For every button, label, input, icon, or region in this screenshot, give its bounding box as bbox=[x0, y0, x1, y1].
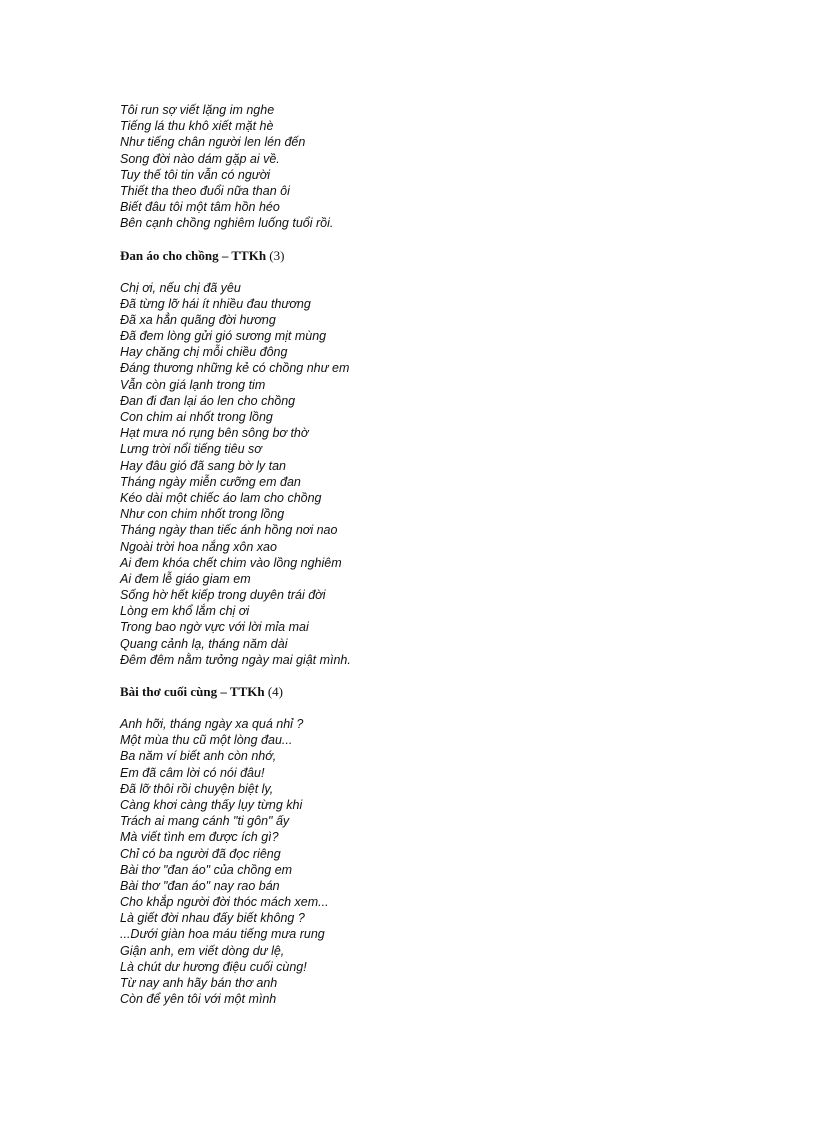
poem-line: ...Dưới giàn hoa máu tiếng mưa rung bbox=[120, 927, 325, 942]
section-title: Bài thơ cuối cùng – TTKh bbox=[120, 684, 265, 699]
poem-line: Sống hờ hết kiếp trong duyên trái đời bbox=[120, 588, 326, 603]
poem-line: Là giết đời nhau đấy biết không ? bbox=[120, 911, 305, 926]
poem-line: Như con chim nhốt trong lồng bbox=[120, 507, 285, 522]
poem-line: Lưng trời nổi tiếng tiêu sơ bbox=[120, 442, 262, 457]
poem-line: Bên cạnh chồng nghiêm luống tuổi rồi. bbox=[120, 216, 334, 231]
poem-line: Ai đem khóa chết chim vào lồng nghiêm bbox=[120, 555, 342, 570]
poem-line: Như tiếng chân người len lén đến bbox=[120, 135, 306, 150]
poem-line: Đã từng lỡ hái ít nhiều đau thương bbox=[120, 296, 311, 311]
poem-line: Đã đem lòng gửi gió sương mịt mùng bbox=[120, 329, 327, 344]
poem-line: Tháng ngày than tiếc ánh hồng nơi nao bbox=[120, 523, 338, 538]
poem-line: Lòng em khổ lắm chị ơi bbox=[120, 604, 250, 619]
poem-line: Đan đi đan lại áo len cho chồng bbox=[120, 393, 296, 408]
poem-line: Em đã câm lời có nói đâu! bbox=[120, 765, 265, 780]
poem-line: Hạt mưa nó rụng bên sông bơ thờ bbox=[120, 426, 309, 441]
poem-line: Chỉ có ba người đã đọc riêng bbox=[120, 846, 281, 861]
poem-line: Kéo dài một chiếc áo lam cho chồng bbox=[120, 490, 322, 505]
poem-line: Anh hỡi, tháng ngày xa quá nhỉ ? bbox=[120, 717, 304, 731]
poem-line: Ai đem lễ giáo giam em bbox=[120, 571, 251, 586]
poem-line: Bài thơ "đan áo" của chồng em bbox=[120, 862, 293, 877]
poem-line: Đáng thương những kẻ có chồng như em bbox=[120, 361, 350, 376]
poem-line: Từ nay anh hãy bán thơ anh bbox=[120, 976, 278, 990]
poem-line: Ngoài trời hoa nắng xôn xao bbox=[120, 539, 277, 554]
stanza-1 bbox=[120, 102, 740, 232]
section-number: (4) bbox=[267, 684, 284, 699]
poem-line: Đã lỡ thôi rồi chuyện biệt ly, bbox=[120, 781, 274, 796]
poem-page bbox=[120, 102, 740, 1007]
poem-line: Con chim ai nhốt trong lồng bbox=[120, 410, 273, 424]
poem-line: Một mùa thu cũ một lòng đau... bbox=[120, 733, 293, 748]
poem-line: Mà viết tình em được ích gì? bbox=[120, 830, 279, 845]
section-number: (3) bbox=[269, 247, 285, 263]
poem-line: Hay đâu gió đã sang bờ ly tan bbox=[120, 458, 286, 473]
poem-line: Còn để yên tôi với một mình bbox=[120, 992, 277, 1007]
section-title: Đan áo cho chồng – TTKh bbox=[120, 247, 267, 263]
section-heading-bai-tho-cuoi bbox=[120, 684, 740, 700]
poem-line: Là chút dư hương điệu cuối cùng! bbox=[120, 959, 307, 974]
poem-line: Tôi run sợ viết lặng im nghe bbox=[120, 103, 275, 117]
poem-line: Càng khơi càng thấy lụy từng khi bbox=[120, 797, 303, 812]
poem-line: Giận anh, em viết dòng dư lệ, bbox=[120, 943, 285, 958]
poem-line: Đã xa hẳn quãng đời hương bbox=[120, 312, 276, 327]
poem-line: Hay chăng chị mỗi chiều đông bbox=[120, 345, 288, 360]
poem-line: Trong bao ngờ vực với lời mỉa mai bbox=[120, 620, 309, 635]
poem-line: Cho khắp người đời thóc mách xem... bbox=[120, 895, 329, 910]
poem-line: Trách ai mang cánh "ti gôn" ấy bbox=[120, 814, 290, 829]
poem-line: Vẫn còn giá lạnh trong tim bbox=[120, 377, 266, 392]
stanza-bai-tho-cuoi bbox=[120, 716, 740, 1007]
poem-line: Chị ơi, nếu chị đã yêu bbox=[120, 280, 241, 295]
poem-line: Ba năm ví biết anh còn nhớ, bbox=[120, 749, 277, 764]
poem-line: Biết đâu tôi một tâm hồn héo bbox=[120, 200, 280, 215]
section-heading-dan-ao bbox=[120, 248, 740, 264]
poem-line: Song đời nào dám gặp ai về. bbox=[120, 151, 280, 166]
poem-line: Tuy thế tôi tin vẫn có người bbox=[120, 167, 271, 182]
poem-line: Quang cảnh lạ, tháng năm dài bbox=[120, 636, 288, 651]
poem-line: Thiết tha theo đuổi nữa than ôi bbox=[120, 183, 290, 198]
poem-line: Tháng ngày miễn cưỡng em đan bbox=[120, 474, 301, 489]
stanza-dan-ao bbox=[120, 280, 740, 669]
poem-line: Tiếng lá thu khô xiết mặt hè bbox=[120, 119, 274, 134]
poem-line: Đêm đêm nằm tưởng ngày mai giật mình. bbox=[120, 652, 351, 667]
poem-line: Bài thơ "đan áo" nay rao bán bbox=[120, 878, 280, 893]
